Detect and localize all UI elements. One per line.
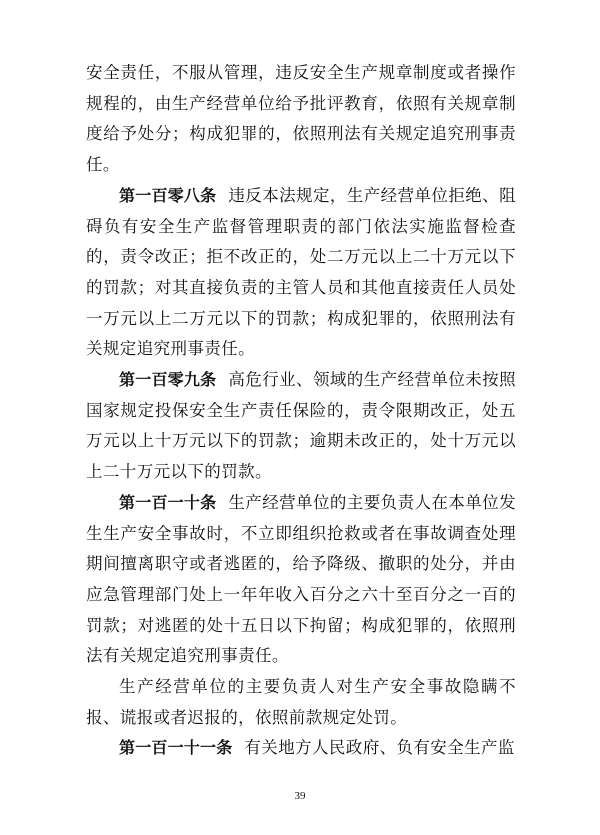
paragraph-text: 生产经营单位的主要负责人对生产安全事故隐瞒不报、谎报或者迟报的，依照前款规定处罚。: [86, 677, 516, 727]
article-111-paragraph: [86, 733, 516, 764]
paragraph-text: 违反本法规定，生产经营单位拒绝、阻碍负有安全生产监督管理职责的部门依法实施监督检查的，责令改正；拒不改正的，处二万元以上二十万元以下的罚款；对其直接负责的主管人员和其他直接责任人员处一万元以上二万元以下的罚款；构成犯罪的，依照刑法有关规定追究刑事责任。: [86, 185, 516, 359]
article-number: 第一百一十条: [119, 492, 217, 512]
document-body: [86, 58, 516, 764]
article-110-second-paragraph: [86, 672, 516, 733]
article-number: 第一百零九条: [119, 370, 217, 390]
page-number: 39: [294, 790, 306, 802]
paragraph-text: 生产经营单位的主要负责人在本单位发生生产安全事故时，不立即组织抢救或者在事故调查处理期间擅离职守或者逃匿的，给予降级、撤职的处分，并由应急管理部门处上一年年收入百分之六十至百分之一百的罚款；对逃匿的处十五日以下拘留；构成犯罪的，依照刑法有关规定追究刑事责任。: [86, 492, 516, 666]
paragraph-continuation: [86, 58, 516, 181]
article-110-paragraph: [86, 488, 516, 672]
article-108-paragraph: [86, 181, 516, 365]
article-109-paragraph: [86, 365, 516, 488]
article-number: 第一百一十一条: [119, 738, 233, 758]
paragraph-text: 安全责任，不服从管理，违反安全生产规章制度或者操作规程的，由生产经营单位给予批评教育，依照有关规章制度给予处分；构成犯罪的，依照刑法有关规定追究刑事责任。: [86, 63, 516, 175]
article-number: 第一百零八条: [119, 185, 217, 205]
paragraph-text: 有关地方人民政府、负有安全生产监: [244, 738, 515, 758]
paragraph-text: 高危行业、领域的生产经营单位未按照国家规定投保安全生产责任保险的，责令限期改正，处五万元以上十万元以下的罚款；逾期未改正的，处十万元以上二十万元以下的罚款。: [86, 370, 516, 482]
